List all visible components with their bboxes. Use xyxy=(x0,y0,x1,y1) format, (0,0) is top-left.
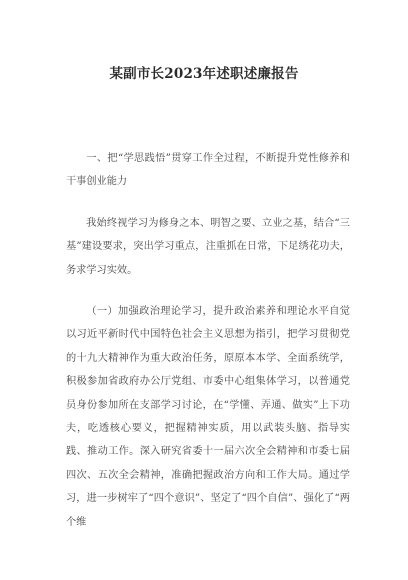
paragraph-text: 我始终视学习为修身之本、明智之要、立业之基，结合“三基”建设要求，突出学习重点，注重抓在日常，下足绣花功夫，务求学习实效。 xyxy=(66,218,350,276)
body-paragraph xyxy=(66,300,350,534)
paragraph-text: （一）加强政治理论学习，提升政治素养和理论水平自觉以习近平新时代中国特色社会主义思想为指引，把学习贯彻党的十九大精神作为重大政治任务，原原本本学、全面系统学，积极参加省政府办公厅党组、市委中心组集体学习，以普通党员身份参加所在支部学习讨论，在“学懂、弄通、做实”上下功夫，吃透核心要义，把握精神实质，用以武装头脑、指导实践、推动工作。深入研究省委十一届六次全会精神和市委七届四次、五次全会精神，准确把握政治方向和工作大局。通过学习，进一步树牢了“四个意识”、坚定了“四个自信”、强化了“两个维 xyxy=(66,306,350,528)
section-heading-paragraph xyxy=(66,147,350,194)
paragraph-text: 一、把“学思践悟”贯穿工作全过程，不断提升党性修养和干事创业能力 xyxy=(66,153,350,188)
body-paragraph xyxy=(66,212,350,282)
document-title: 某副市长2023年述职述廉报告 xyxy=(109,66,299,82)
